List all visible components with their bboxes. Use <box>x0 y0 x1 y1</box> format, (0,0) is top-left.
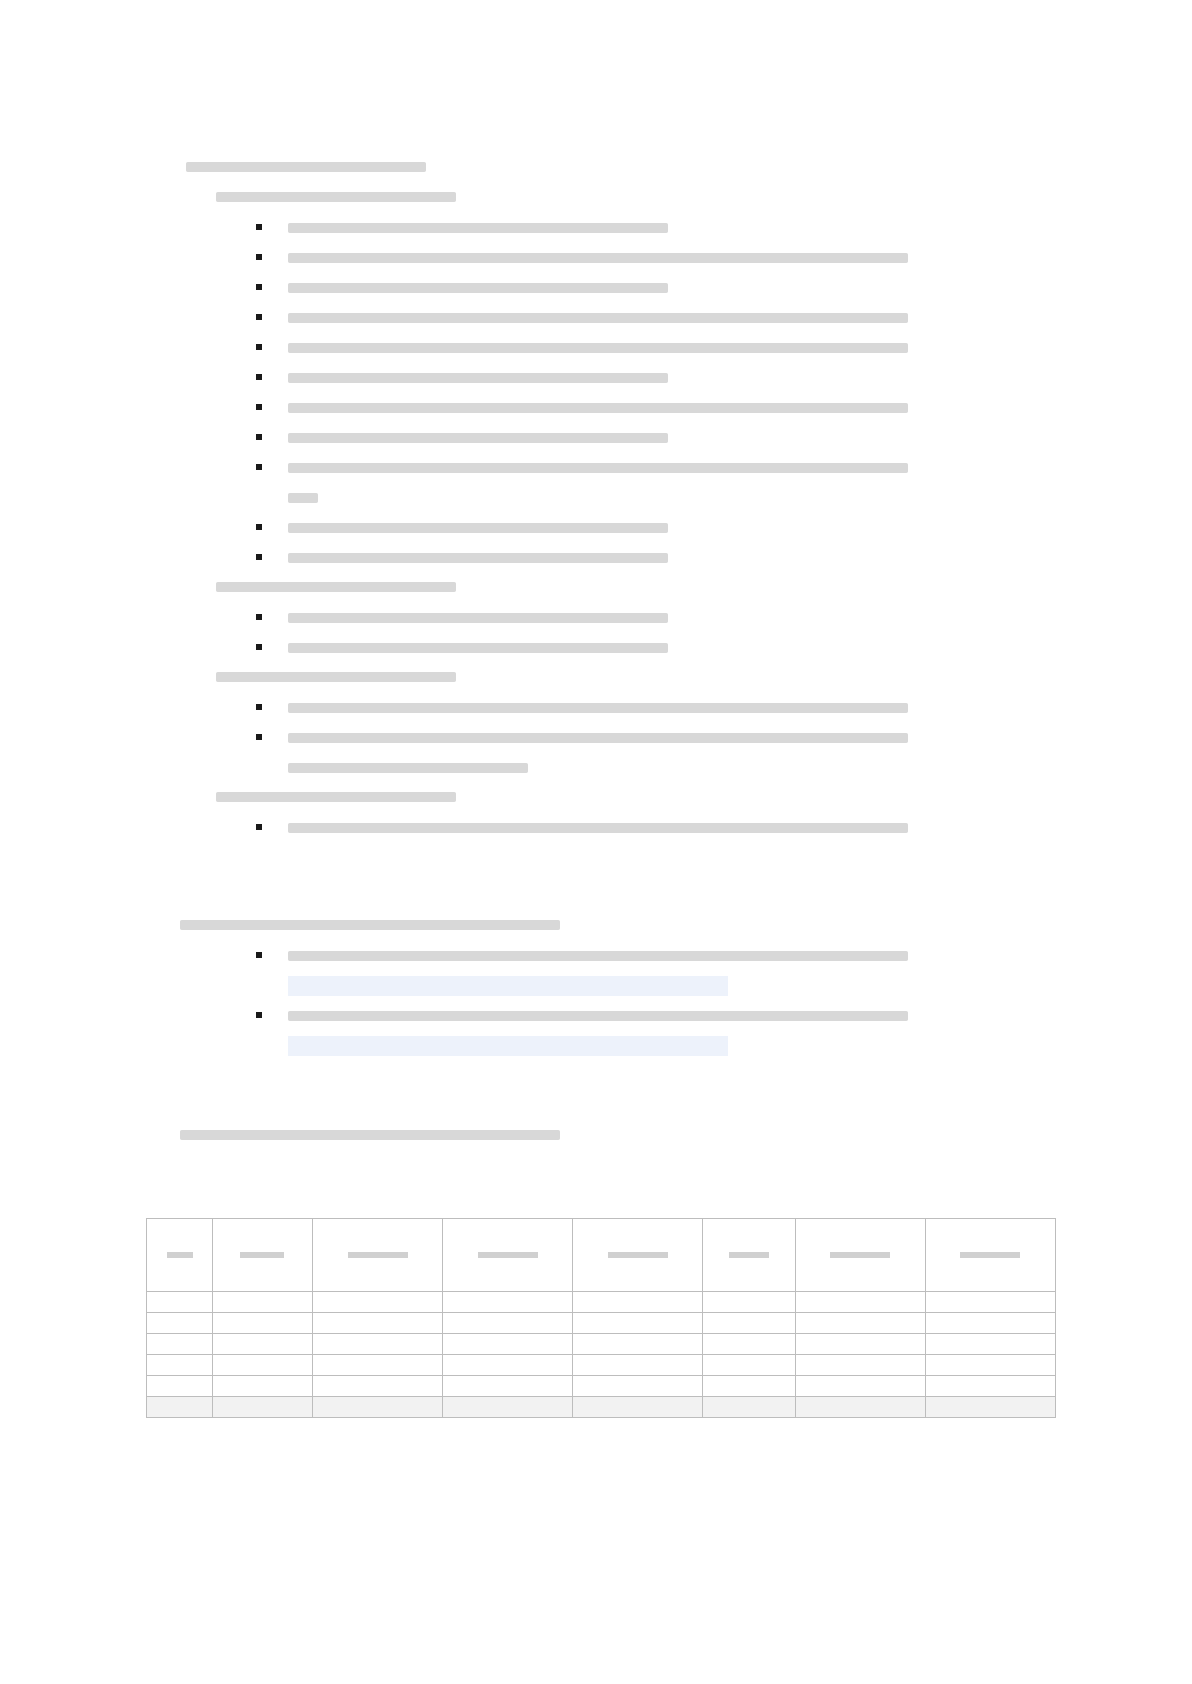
list-item <box>288 1000 908 1060</box>
table-cell <box>925 1313 1055 1334</box>
table-cell <box>147 1376 213 1397</box>
table-cell <box>925 1334 1055 1355</box>
list-item <box>288 632 668 662</box>
list-item <box>288 272 908 302</box>
table-cell <box>312 1355 442 1376</box>
table-cell <box>443 1313 573 1334</box>
list-item <box>288 242 908 272</box>
table-total-row <box>147 1397 1056 1418</box>
table-row <box>147 1292 1056 1313</box>
table-cell <box>573 1355 703 1376</box>
table-cell <box>925 1397 1055 1418</box>
table-cell <box>573 1334 703 1355</box>
column-header <box>795 1219 925 1292</box>
section-3-title <box>180 1118 560 1148</box>
table-cell <box>213 1292 313 1313</box>
table-cell <box>795 1355 925 1376</box>
table-cell <box>443 1334 573 1355</box>
table-row <box>147 1313 1056 1334</box>
table-cell <box>147 1397 213 1418</box>
list-item <box>288 722 908 782</box>
subsection-a-list <box>288 212 908 572</box>
list-item <box>288 212 908 242</box>
subsection-b-list <box>288 602 668 662</box>
table-row <box>147 1334 1056 1355</box>
table-cell <box>703 1313 795 1334</box>
list-item <box>288 362 908 392</box>
table-cell <box>795 1313 925 1334</box>
table-cell <box>703 1397 795 1418</box>
table-cell <box>213 1376 313 1397</box>
table-cell <box>703 1334 795 1355</box>
table-cell <box>312 1292 442 1313</box>
table-cell <box>213 1397 313 1418</box>
table-cell <box>925 1292 1055 1313</box>
table-cell <box>443 1376 573 1397</box>
list-item <box>288 940 908 1000</box>
table-row <box>147 1355 1056 1376</box>
list-item <box>288 422 908 452</box>
table-cell <box>312 1334 442 1355</box>
subsection-d-title <box>216 782 456 810</box>
subsection-d-list <box>288 812 908 842</box>
list-item <box>288 692 908 722</box>
column-header <box>703 1219 795 1292</box>
table-cell <box>795 1397 925 1418</box>
repositories-list <box>288 940 908 1060</box>
table-cell <box>925 1355 1055 1376</box>
table-cell <box>573 1397 703 1418</box>
table-cell <box>573 1313 703 1334</box>
list-item <box>288 512 908 542</box>
list-item <box>288 332 908 362</box>
table-cell <box>925 1376 1055 1397</box>
table-cell <box>703 1292 795 1313</box>
list-item <box>288 542 908 572</box>
table-cell <box>147 1355 213 1376</box>
table-cell <box>147 1334 213 1355</box>
column-header <box>312 1219 442 1292</box>
table-cell <box>573 1376 703 1397</box>
table-cell <box>795 1376 925 1397</box>
column-header <box>573 1219 703 1292</box>
subsection-b-title <box>216 572 456 600</box>
table-cell <box>312 1376 442 1397</box>
section-2-title <box>180 908 560 938</box>
summary-table <box>146 1218 1056 1418</box>
table-cell <box>213 1355 313 1376</box>
column-header <box>147 1219 213 1292</box>
table-cell <box>312 1397 442 1418</box>
table-cell <box>147 1313 213 1334</box>
table-cell <box>795 1334 925 1355</box>
table-cell <box>147 1292 213 1313</box>
table-cell <box>703 1355 795 1376</box>
repository-link[interactable] <box>288 1036 728 1056</box>
table-cell <box>703 1376 795 1397</box>
table-cell <box>213 1313 313 1334</box>
list-item <box>288 302 908 332</box>
table-cell <box>312 1313 442 1334</box>
subsection-c-title <box>216 662 456 690</box>
table-cell <box>443 1397 573 1418</box>
subsection-a-title <box>216 182 456 210</box>
table-row <box>147 1376 1056 1397</box>
subsection-c-list <box>288 692 908 782</box>
table-cell <box>443 1292 573 1313</box>
table-cell <box>795 1292 925 1313</box>
list-item <box>288 392 908 422</box>
list-item <box>288 452 908 512</box>
list-item <box>288 812 908 842</box>
column-header <box>443 1219 573 1292</box>
list-item <box>288 602 668 632</box>
table-cell <box>213 1334 313 1355</box>
section-1-title <box>186 150 426 180</box>
table-header-row <box>147 1219 1056 1292</box>
column-header <box>213 1219 313 1292</box>
repository-link[interactable] <box>288 976 728 996</box>
table-cell <box>573 1292 703 1313</box>
column-header <box>925 1219 1055 1292</box>
table-cell <box>443 1355 573 1376</box>
